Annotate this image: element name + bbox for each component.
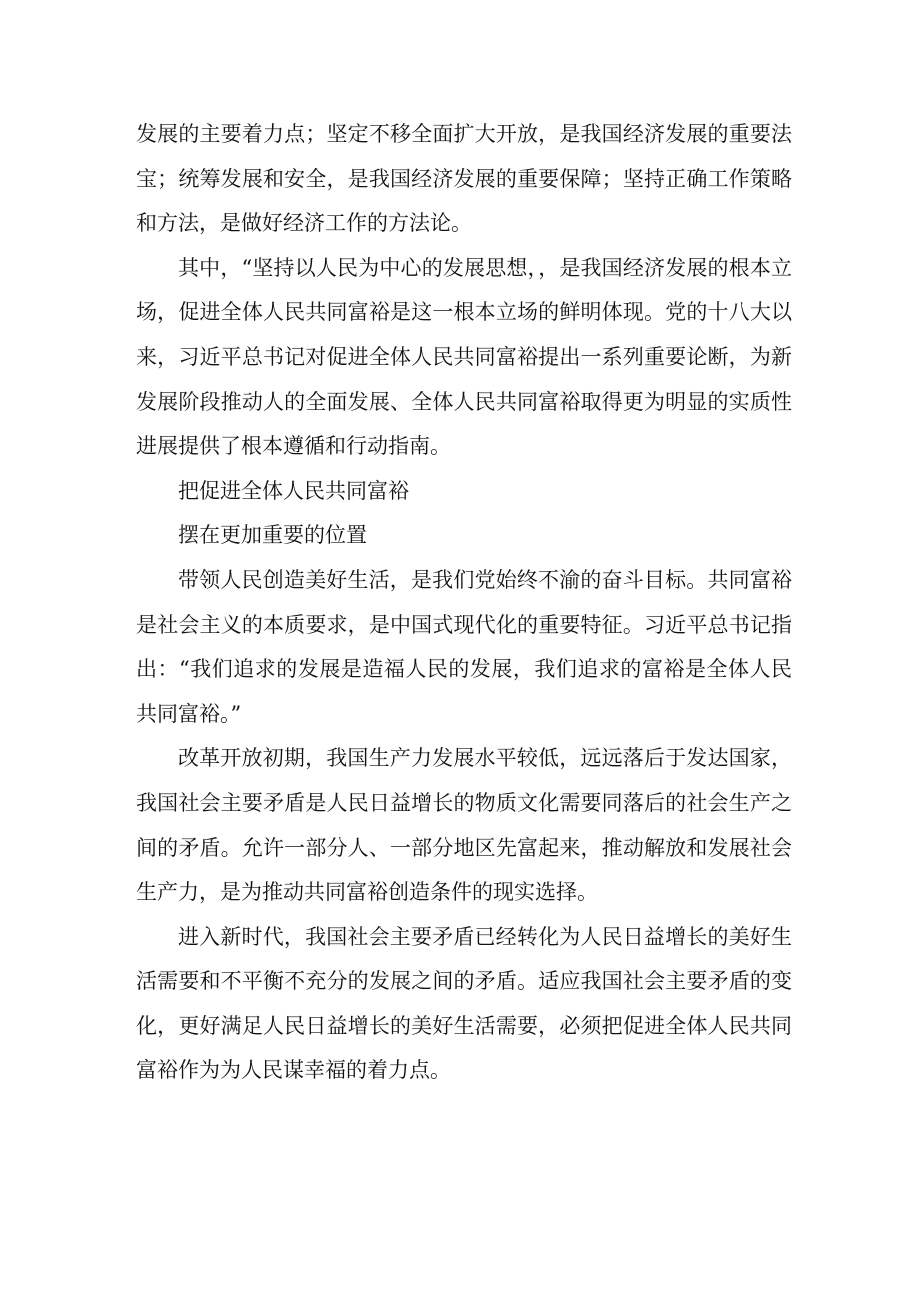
section-heading-line-2: 摆在更加重要的位置 bbox=[178, 523, 367, 548]
paragraph-better-life: 带领人民创造美好生活，是我们党始终不渝的奋斗目标。共同富裕是社会主义的本质要求，是中国式现代化的重要特征。习近平总书记指出：“我们追求的发展是造福人民的发展，我们追求的富裕是全体人民共同富裕。” bbox=[136, 567, 792, 726]
document-page bbox=[136, 112, 792, 1093]
paragraph-reform-opening: 改革开放初期，我国生产力发展水平较低，远远落后于发达国家，我国社会主要矛盾是人民日益增长的物质文化需要同落后的社会生产之间的矛盾。允许一部分人、一部分地区先富起来，推动解放和发展社会生产力，是为推动共同富裕创造条件的现实选择。 bbox=[136, 746, 792, 905]
paragraph-people-centered: 其中，“坚持以人民为中心的发展思想，，是我国经济发展的根本立场，促进全体人民共同富裕是这一根本立场的鲜明体现。党的十八大以来，习近平总书记对促进全体人民共同富裕提出一系列重要论断，为新发展阶段推动人的全面发展、全体人民共同富裕取得更为明显的实质性进展提供了根本遵循和行动指南。 bbox=[136, 255, 792, 459]
section-heading-line-1: 把促进全体人民共同富裕 bbox=[178, 478, 409, 503]
paragraph-new-era: 进入新时代，我国社会主要矛盾已经转化为人民日益增长的美好生活需要和不平衡不充分的发展之间的矛盾。适应我国社会主要矛盾的变化，更好满足人民日益增长的美好生活需要，必须把促进全体人民共同富裕作为为人民谋幸福的着力点。 bbox=[136, 924, 792, 1083]
paragraph-continuation: 发展的主要着力点；坚定不移全面扩大开放，是我国经济发展的重要法宝；统筹发展和安全，是我国经济发展的重要保障；坚持正确工作策略和方法，是做好经济工作的方法论。 bbox=[136, 122, 792, 236]
